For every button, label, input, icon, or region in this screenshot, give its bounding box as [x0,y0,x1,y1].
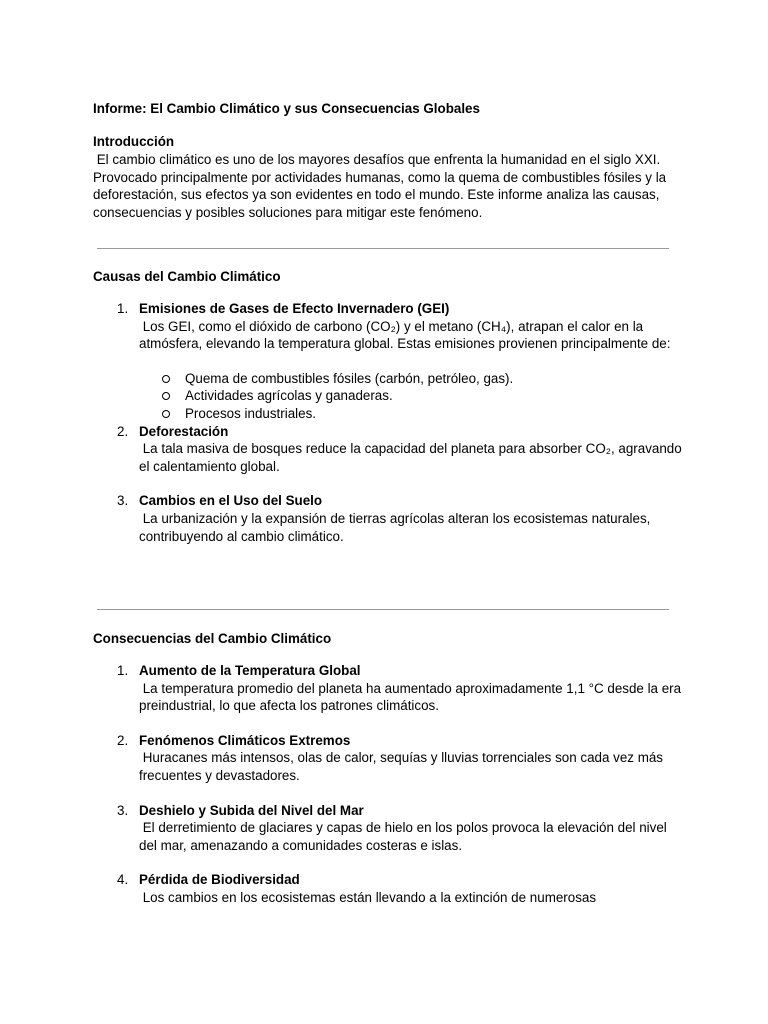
consequences-section [93,630,683,907]
item-number: 3. [117,802,129,818]
sub-item-text: Quema de combustibles fósiles (carbón, petróleo, gas). [185,370,514,386]
list-item [93,732,683,785]
item-description: La urbanización y la expansión de tierras agrícolas alteran los ecosistemas naturales, contribuyendo al cambio climático. [139,510,655,544]
consequences-heading: Consecuencias del Cambio Climático [93,631,332,646]
item-number: 2. [117,732,129,748]
item-number: 1. [117,301,129,316]
list-item [93,662,683,715]
horizontal-divider [97,248,669,249]
list-item [93,423,686,476]
item-title: Deforestación [139,423,229,439]
document-header [93,100,683,221]
item-number: 3. [117,493,129,509]
horizontal-divider [97,609,669,610]
item-number: 4. [117,872,129,888]
hollow-bullet-icon [162,410,170,418]
item-description: Los cambios en los ecosistemas están llevando a la extinción de numerosas [139,889,597,905]
item-description: El derretimiento de glaciares y capas de hielo en los polos provoca la elevación del nivel del mar, amenazando a comunidades costeras e islas. [139,820,671,853]
hollow-bullet-icon [162,392,170,400]
list-item [93,300,683,423]
sub-list-item [139,387,683,405]
list-item [93,871,683,906]
item-title: Cambios en el Uso del Suelo [139,493,323,509]
item-description: Huracanes más intensos, olas de calor, sequías y lluvias torrenciales son cada vez más frecuentes y devastadores. [139,750,667,783]
item-description: La tala masiva de bosques reduce la capacidad del planeta para absorber CO₂, agravando el calentamiento global. [139,441,686,474]
document-title: Informe: El Cambio Climático y sus Consecuencias Globales [93,101,480,116]
causes-heading: Causas del Cambio Climático [93,269,281,284]
item-title: Pérdida de Biodiversidad [139,872,300,888]
item-description: Los GEI, como el dióxido de carbono (CO₂) y el metano (CH₄), atrapan el calor en la atmósfera, elevando la temperatura global. Estas emisiones provienen principalmente de: [139,318,671,352]
sub-item-text: Actividades agrícolas y ganaderas. [185,388,393,404]
sub-list [139,370,683,423]
consequences-list [93,662,683,907]
sub-list-item [139,370,683,388]
item-description: La temperatura promedio del planeta ha aumentado aproximadamente 1,1 °C desde la era preindustrial, lo que afecta los patrones climáticos. [139,680,685,714]
causes-section [93,268,686,545]
item-title: Emisiones de Gases de Efecto Invernadero (GEI) [139,301,450,316]
item-title: Fenómenos Climáticos Extremos [139,732,351,748]
item-number: 2. [117,423,129,439]
item-number: 1. [117,663,129,678]
list-item [93,492,683,545]
sub-list-item [139,405,683,423]
intro-heading: Introducción [93,134,175,149]
list-item [93,802,683,855]
causes-list [93,300,686,545]
hollow-bullet-icon [162,375,170,383]
intro-paragraph: El cambio climático es uno de los mayores desafíos que enfrenta la humanidad en el siglo XXI. Provocado principalmente por actividades humanas, como la quema de combustibles fósiles y la deforestación, sus efectos ya son evidentes en todo el mundo. Este informe analiza las causas, consecuencias y posibles soluciones para mitigar este fenómeno. [93,152,670,220]
sub-item-text: Procesos industriales. [185,405,316,421]
item-title: Deshielo y Subida del Nivel del Mar [139,802,364,818]
item-title: Aumento de la Temperatura Global [139,663,361,678]
